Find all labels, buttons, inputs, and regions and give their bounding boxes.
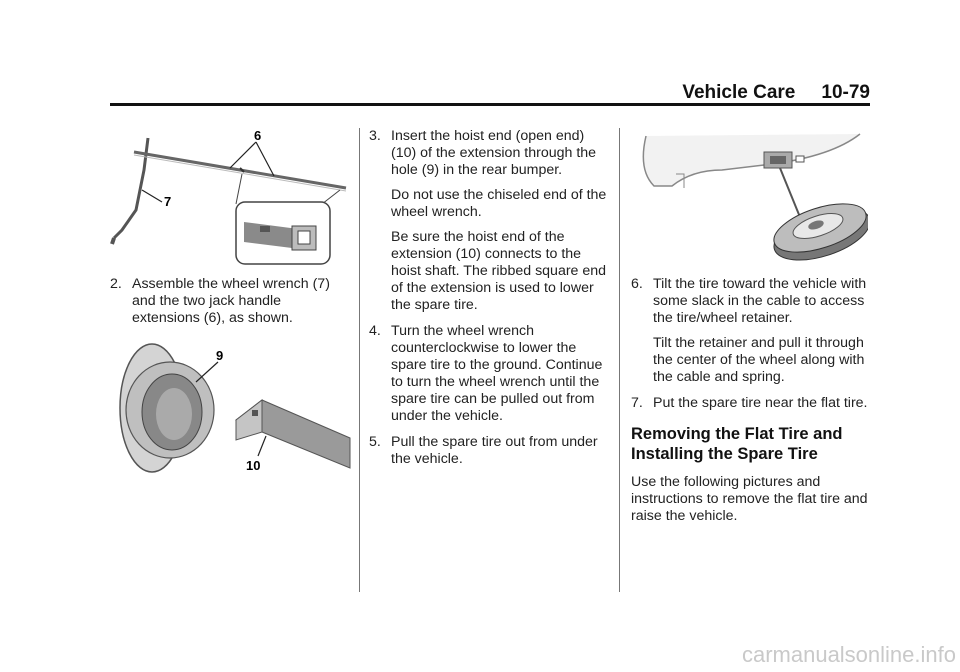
callout-7: 7 [164, 194, 172, 209]
step-3 [369, 128, 611, 314]
step-text: Put the spare tire near the flat tire. [653, 395, 868, 411]
step-note: Tilt the retainer and pull it through the center of the wheel along with the cable and spring. [653, 335, 865, 385]
step-note: Be sure the hoist end of the extension (10) connects to the hoist shaft. The ribbed square end of the extension is used to lower the spare tire. [391, 229, 607, 313]
step-text: Assemble the wheel wrench (7) and the two jack handle extensions (6), as shown. [132, 276, 330, 326]
step-number: 4. [369, 323, 381, 339]
step-number: 2. [110, 276, 122, 292]
hoist-end-illustration [112, 340, 352, 480]
step-6 [631, 276, 871, 386]
watermark: carmanualsonline.info [741, 642, 956, 667]
intro-paragraph: Use the following pictures and instructions to remove the flat tire and raise the vehicle. [631, 474, 868, 524]
step-text: Turn the wheel wrench counterclockwise to lower the spare tire to the ground. Continue to turn the wheel wrench until the spare tire can be pulled out from under the vehicle. [391, 323, 603, 424]
step-text: Pull the spare tire out from under the vehicle. [391, 434, 598, 467]
callout-9: 9 [216, 348, 224, 363]
step-number: 7. [631, 395, 643, 411]
callout-6: 6 [254, 130, 262, 143]
step-number: 5. [369, 434, 381, 450]
spare-tire-illustration [632, 130, 868, 270]
step-text: Insert the hoist end (open end) (10) of the extension through the hole (9) in the rear bumper. [391, 128, 597, 178]
step-number: 6. [631, 276, 643, 292]
column-3 [631, 276, 871, 534]
wheel-wrench-illustration [110, 130, 350, 270]
step-7 [631, 395, 871, 412]
step-number: 3. [369, 128, 381, 144]
step-5 [369, 434, 611, 468]
header-rule [110, 103, 870, 106]
column-1 [110, 276, 350, 336]
page-header [110, 82, 870, 104]
callout-10: 10 [246, 458, 261, 473]
step-2 [110, 276, 350, 327]
column-divider-1 [359, 128, 360, 592]
column-2 [369, 128, 611, 477]
step-text: Tilt the tire toward the vehicle with some slack in the cable to access the tire/wheel retainer. [653, 276, 867, 326]
column-divider-2 [619, 128, 620, 592]
section-title: Vehicle Care [682, 82, 796, 103]
page-number: 10-79 [821, 82, 870, 103]
step-4 [369, 323, 611, 425]
section-heading: Removing the Flat Tire and Installing the Spare Tire [631, 425, 843, 463]
step-note: Do not use the chiseled end of the wheel wrench. [391, 187, 607, 220]
